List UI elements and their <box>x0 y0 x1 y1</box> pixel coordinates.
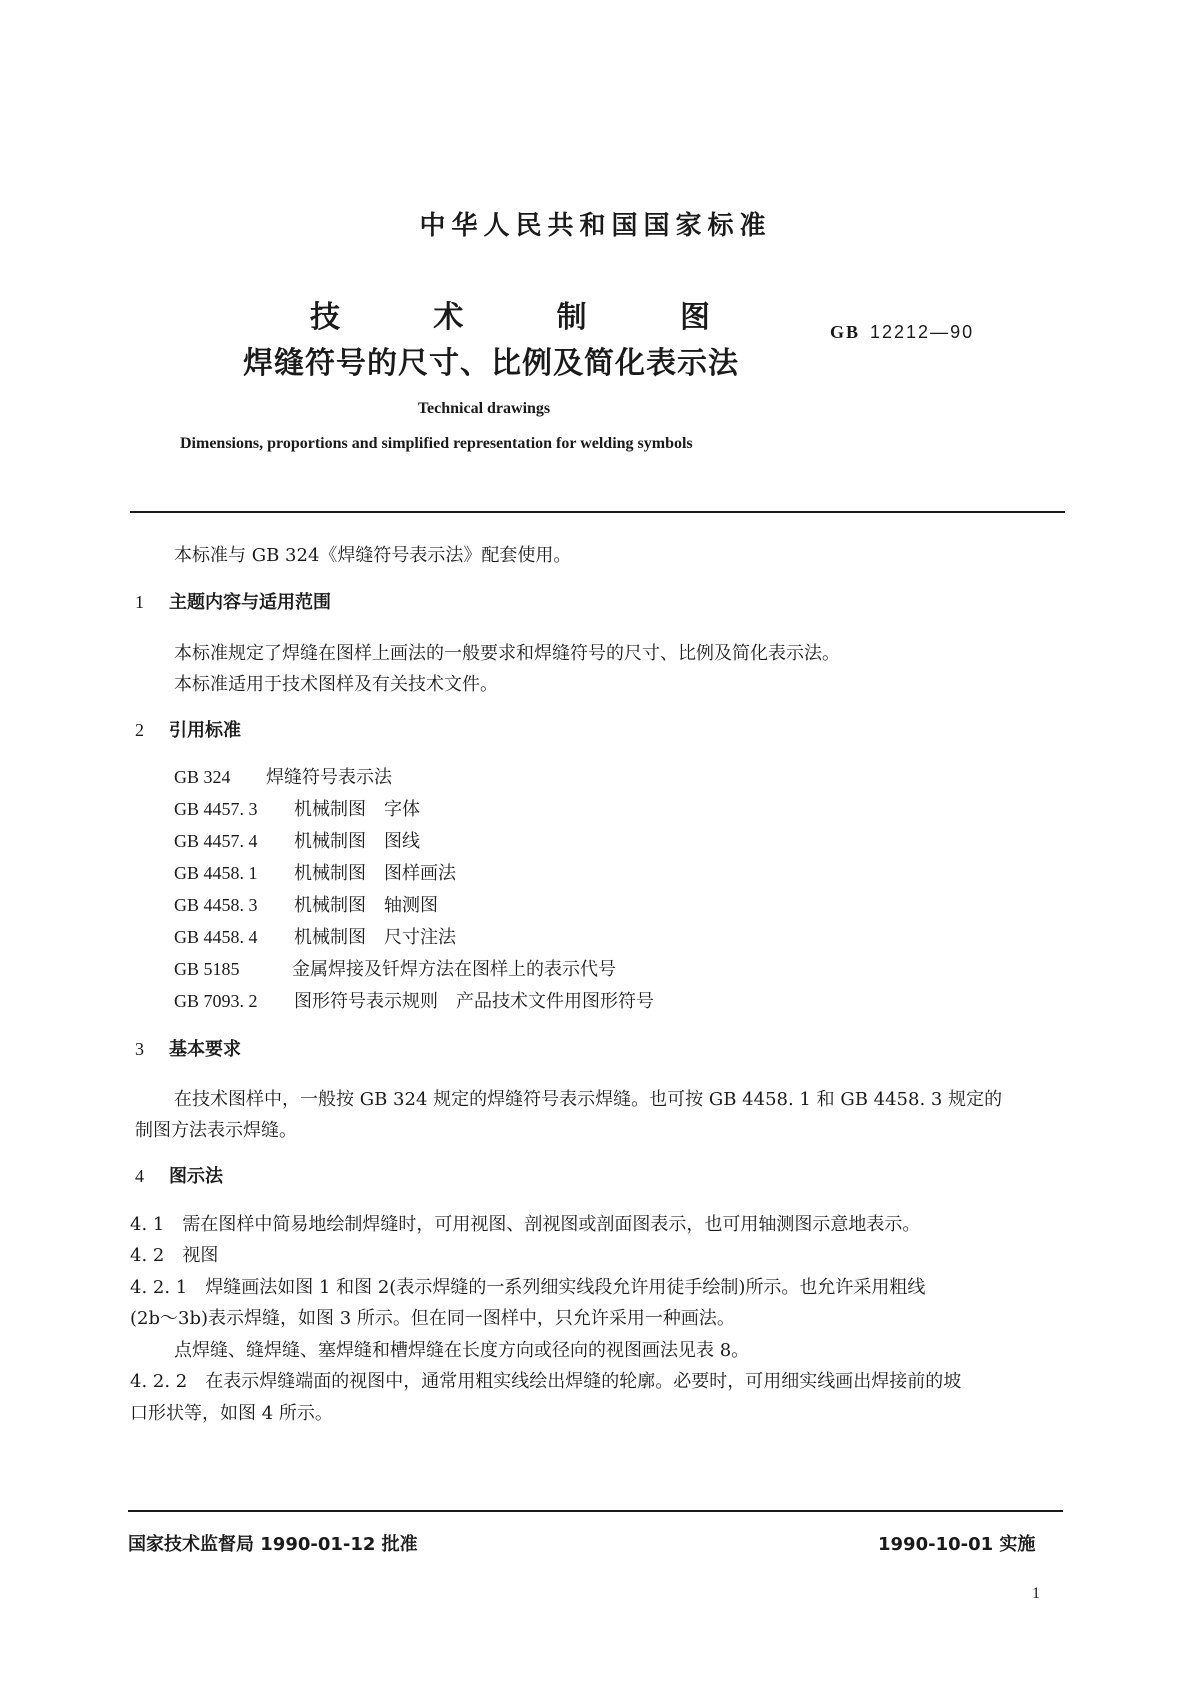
section-1-heading <box>135 588 331 614</box>
reference-name: 焊缝符号表示法 <box>266 767 392 788</box>
title-main-char: 术 <box>433 300 464 335</box>
reference-name: 机械制图 图线 <box>294 831 420 852</box>
reference-code: GB 324 <box>174 767 231 787</box>
section-1-paragraph-2: 本标准适用于技术图样及有关技术文件。 <box>174 674 498 695</box>
section-3-heading <box>135 1035 241 1061</box>
reference-item <box>174 795 420 821</box>
intro-paragraph: 本标准与 GB 324《焊缝符号表示法》配套使用。 <box>174 545 572 566</box>
title-main-char: 图 <box>679 300 710 335</box>
clause-4-2: 4. 2 视图 <box>130 1245 219 1266</box>
reference-code: GB 4457. 4 <box>174 831 258 851</box>
reference-item <box>174 891 438 917</box>
reference-item <box>174 763 392 789</box>
reference-item <box>174 955 616 981</box>
page-number: 1 <box>1032 1585 1040 1602</box>
section-number: 4 <box>135 1166 144 1186</box>
section-number: 2 <box>135 720 144 740</box>
clause-4-1: 4. 1 需在图样中简易地绘制焊缝时，可用视图、剖视图或剖面图表示，也可用轴测图示意地表示。 <box>130 1214 921 1235</box>
section-2-heading <box>135 716 241 742</box>
reference-name: 机械制图 图样画法 <box>294 863 456 884</box>
implementation-date: 1990-10-01 实施 <box>878 1534 1036 1555</box>
footer-divider <box>128 1510 1063 1512</box>
standard-code: 12212—90 <box>870 322 975 342</box>
reference-item <box>174 923 456 949</box>
title-english-1: Technical drawings <box>417 400 551 417</box>
header-divider <box>130 511 1065 513</box>
section-number: 3 <box>135 1039 144 1059</box>
reference-name: 图形符号表示规则 产品技术文件用图形符号 <box>294 991 654 1012</box>
reference-item <box>174 987 654 1013</box>
reference-name: 机械制图 字体 <box>294 799 420 820</box>
title-main-char: 技 <box>310 300 340 335</box>
reference-name: 机械制图 尺寸注法 <box>294 927 456 948</box>
clause-4-2-1-line-1: 4. 2. 1 焊缝画法如图 1 和图 2(表示焊缝的一系列细实线段允许用徒手绘制)所示。也允许采用粗线 <box>130 1277 926 1298</box>
section-3-paragraph-line-1: 在技术图样中，一般按 GB 324 规定的焊缝符号表示焊缝。也可按 GB 4458. 1 和 GB 4458. 3 规定的 <box>174 1089 1003 1110</box>
section-number: 1 <box>135 592 144 612</box>
clause-4-2-2-line-2: 口形状等，如图 4 所示。 <box>130 1403 333 1424</box>
reference-code: GB 4458. 1 <box>174 863 258 883</box>
title-english-2: Dimensions, proportions and simplified representation for welding symbols <box>180 435 693 452</box>
reference-item <box>174 859 456 885</box>
reference-code: GB 7093. 2 <box>174 991 258 1011</box>
approval-note: 国家技术监督局 1990-01-12 批准 <box>128 1534 418 1555</box>
reference-code: GB 4458. 4 <box>174 927 258 947</box>
clause-4-2-1-line-2: (2b～3b)表示焊缝，如图 3 所示。但在同一图样中，只允许采用一种画法。 <box>130 1308 735 1329</box>
section-title: 图示法 <box>169 1166 223 1187</box>
clause-4-2-1-paragraph-2: 点焊缝、缝焊缝、塞焊缝和槽焊缝在长度方向或径向的视图画法见表 8。 <box>174 1340 750 1361</box>
section-3-paragraph-line-2: 制图方法表示焊缝。 <box>135 1120 297 1141</box>
reference-name: 机械制图 轴测图 <box>294 895 438 916</box>
reference-code: GB 4458. 3 <box>174 895 258 915</box>
standard-prefix: GB <box>830 322 861 342</box>
title-main-char: 制 <box>556 300 587 335</box>
section-title: 主题内容与适用范围 <box>169 592 331 613</box>
clause-4-2-2-line-1: 4. 2. 2 在表示焊缝端面的视图中，通常用粗实线绘出焊缝的轮廓。必要时，可用细实线画出焊接前的坡 <box>130 1371 962 1392</box>
standard-number <box>830 322 974 343</box>
title-main <box>310 292 710 336</box>
title-subtitle: 焊缝符号的尺寸、比例及简化表示法 <box>243 346 739 381</box>
section-1-paragraph-1: 本标准规定了焊缝在图样上画法的一般要求和焊缝符号的尺寸、比例及简化表示法。 <box>174 643 840 664</box>
reference-item <box>174 827 420 853</box>
reference-name: 金属焊接及钎焊方法在图样上的表示代号 <box>292 959 616 980</box>
reference-code: GB 5185 <box>174 959 240 979</box>
country-standard-title: 中华人民共和国国家标准 <box>419 211 772 241</box>
reference-code: GB 4457. 3 <box>174 799 258 819</box>
section-title: 引用标准 <box>169 720 241 741</box>
section-4-heading <box>135 1162 223 1188</box>
section-title: 基本要求 <box>169 1039 241 1060</box>
